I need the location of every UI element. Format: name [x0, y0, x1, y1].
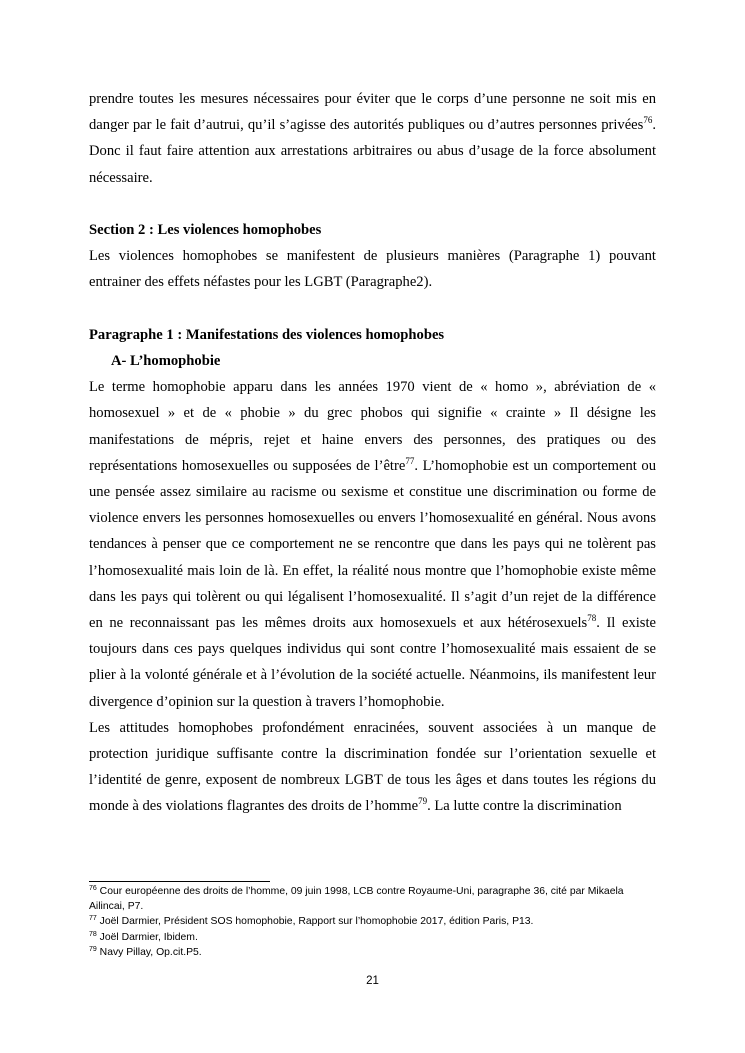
- page-number: 21: [366, 975, 379, 987]
- attitudes-text-b: . La lutte contre la discrimination: [427, 798, 622, 815]
- body-text: [89, 86, 656, 820]
- footnote-text: Joël Darmier, Président SOS homophobie, Rapport sur l’homophobie 2017, édition Paris, P13.: [96, 916, 534, 928]
- sub-heading: A- L’homophobie: [111, 353, 221, 369]
- footnote-ref-77[interactable]: 77: [405, 455, 415, 466]
- homophobia-paragraph: [89, 374, 656, 715]
- intro-text-a: prendre toutes les mesures nécessaires pour éviter que le corps d’une personne ne soit mis en danger par le fait d’autrui, qu’il s’agisse des autorités publiques ou d’autres personnes privées: [89, 91, 656, 134]
- footnote-ref-79[interactable]: 79: [418, 796, 428, 807]
- footnote-79: [89, 945, 656, 960]
- intro-paragraph: [89, 86, 656, 191]
- section-intro-paragraph: Les violences homophobes se manifestent de plusieurs manières (Paragraphe 1) pouvant entrainer des effets néfastes pour les LGBT (Paragraphe2).: [89, 248, 656, 291]
- footnote-number: 77: [89, 915, 97, 923]
- footnote-separator: [89, 881, 270, 882]
- homophobia-text-b: . L’homophobie est un comportement ou une pensée assez similaire au racisme ou sexisme et constitue une discrimination ou forme de violence envers les personnes homosexuelles ou envers l’homosexualité en général. Nous avons tendances à penser que ce comportement ne se rencontre que dans les pays qui ne tolèrent pas l’homosexualité mais loin de là. En effet, la réalité nous montre que l’homophobie existe même dans les pays qui tolèrent ou qui légalisent l’homosexualité. Il s’agit d’un rejet de la différence en ne reconnaissant pas les mêmes droits aux homosexuels et aux hétérosexuels: [89, 457, 657, 632]
- footnote-text: Joël Darmier, Ibidem.: [96, 931, 198, 943]
- footnote-77: [89, 914, 656, 929]
- homophobia-text-c: . Il existe toujours dans ces pays quelques individus qui sont contre l’homosexualité mais essaient de se plier à la volonté générale et à l’évolution de la société actuelle. Néanmoins, ils manifestent leur divergence d’opinion sur la question à travers l’homophobie.: [89, 615, 657, 710]
- footnote-number: 79: [89, 945, 97, 953]
- spacer: [89, 191, 656, 217]
- homophobia-text-a: Le terme homophobie apparu dans les années 1970 vient de « homo », abréviation de « homosexuel » et de « phobie » du grec phobos qui signifie « crainte » Il désigne les manifestations de mépris, rejet et haine envers des personnes, des pratiques ou des représentations homosexuelles ou supposées de l’être: [89, 379, 656, 474]
- footnote-text: Cour européenne des droits de l’homme, 09 juin 1998, LCB contre Royaume-Uni, paragraphe 36, cité par Mikaela Ailincai, P7.: [89, 886, 624, 913]
- section-heading: Section 2 : Les violences homophobes: [89, 222, 322, 238]
- footnotes: [89, 884, 656, 960]
- attitudes-text-a: Les attitudes homophobes profondément enracinées, souvent associées à un manque de protection juridique suffisante contre la discrimination fondée sur l’orientation sexuelle et l’identité de genre, exposent de nombreux LGBT de tous les âges et dans toutes les régions du monde à des violations flagrantes des droits de l’homme: [89, 719, 656, 815]
- paragraph-heading: Paragraphe 1 : Manifestations des violences homophobes: [89, 326, 445, 343]
- intro-text-b: . Donc il faut faire attention aux arrestations arbitraires ou abus d’usage de la force absolument nécessaire.: [89, 117, 656, 186]
- footnote-ref-78[interactable]: 78: [587, 613, 597, 624]
- footnote-number: 78: [89, 930, 97, 938]
- footnote-78: [89, 930, 656, 945]
- footnote-76: [89, 884, 656, 914]
- footnote-text: Navy Pillay, Op.cit.P5.: [96, 946, 202, 958]
- footnote-ref-76[interactable]: 76: [643, 115, 653, 126]
- footnote-number: 76: [89, 885, 97, 892]
- attitudes-paragraph: [89, 715, 656, 820]
- spacer: [89, 296, 656, 322]
